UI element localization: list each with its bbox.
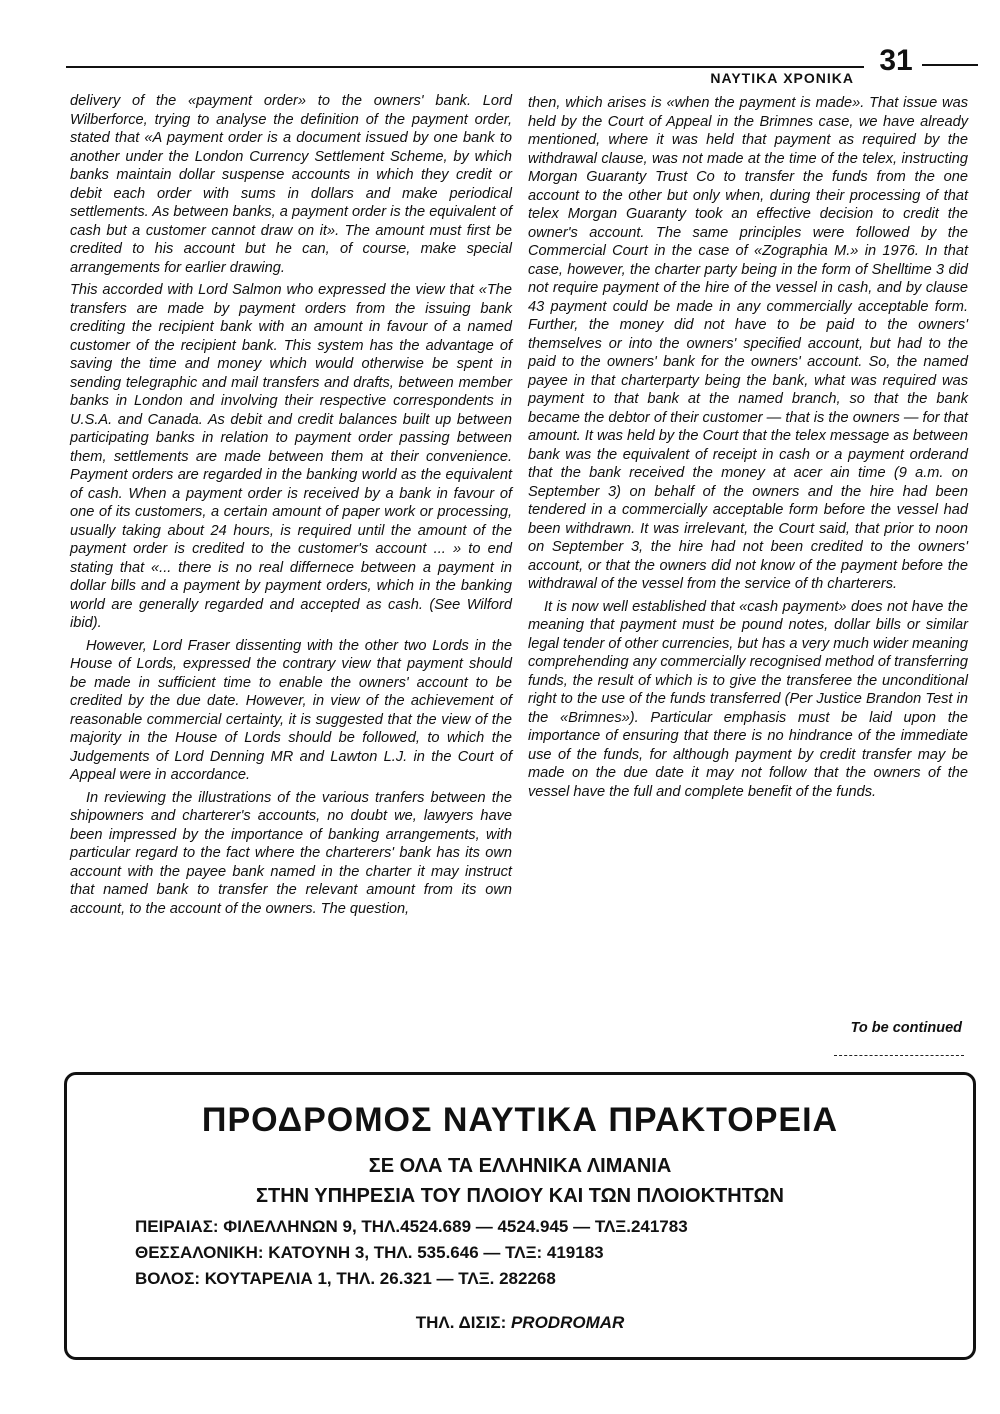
ad-address-thessaloniki: ΘΕΣΣΑΛΟΝΙΚΗ: ΚΑΤΟΥΝΗ 3, ΤΗΛ. 535.646 — ΤΛΞ: 419183 [135, 1243, 604, 1262]
to-be-continued-note: To be continued [850, 1020, 962, 1036]
article-paragraph: then, which arises is «when the payment is made». That issue was held by the Court of Appeal in the Brimnes case, we have already mentioned, where it was held that payment as required by the withdrawal clause, was not made at the time of the telex, instructing Morgan Guaranty Trust Co to transfer the funds from the one account to the other but only when, during their processing of that telex Morgan Guaranty took an effective decision to credit the owner's account. The same principles were followed by the Commercial Court in the case of «Zographia M.» in 1976. In that case, however, the charter party being in the form of Shelltime 3 did not require payment of the hire of the vessel in cash, and by clause 43 payment could be made in any commercially acceptable form. Further, the money did not have to be paid to the owners' themselves or into the owners' specified account, but had to the paid to the owners' bank for the owners' account. So, the named payee in that charterparty being the bank, what was required was payment to that bank at the named branch, so that the bank became the debtor of their customer — that is the owners — for that amount. It was held by the Court that the telex message as between bank was the equivalent of receipt in cash or a payment orderand that the bank received the money at acer ain time (9 a.m. on September 3) on behalf of the owners and the hire had been tendered in a commercially acceptable form before the vessel had been withdrawn. It was irrelevant, the Court said, that prior to noon on September 3, the hire had not been credited to the owners' account, or that the owners did not know of the payment before the withdrawal of the vessel from the service of th charterers. [528, 95, 968, 592]
ad-tagline: ΣΤΗΝ ΥΠΗΡΕΣΙΑ ΤΟΥ ΠΛΟΙΟΥ ΚΑΙ ΤΩΝ ΠΛΟΙΟΚΤΗΤΩΝ [255, 1185, 785, 1207]
ad-telegraph-address [67, 1313, 973, 1333]
article-paragraph: However, Lord Fraser dissenting with the other two Lords in the House of Lords, expressed the contrary view that payment should be made in sufficient time to enable the owners' account to be credited by the due date. However, in view of the achievement of reasonable commercial certainty, it is suggested that the view of the majority in the House of Lords should be followed, to which the Judgements of Lord Denning MR and Lawton L.J. in the Court of Appeal were in accordance. [70, 637, 512, 783]
article-paragraph: delivery of the «payment order» to the owners' bank. Lord Wilberforce, trying to analyse the definition of the payment order, stated that «A payment order is a document issued by one bank to another under the London Currency Settlement Scheme, by which banks maintain dollar suspense accounts in which they credit or debit each order with sums in dollars and make periodical settlements. As between banks, a payment order is the equivalent of cash but a customer cannot draw on it». The amount must first be credited to his account but he can, of course, make special arrangements for earlier drawing. [70, 93, 512, 276]
article-paragraph: It is now well established that «cash payment» does not have the meaning that payment must be pound notes, dollar bills or similar legal tender of other currencies, but has a very much wider meaning comprehending any commercially recognised method of transferring funds, the result of which is to give the transferee the unconditional right to the use of the funds transferred (Per Justice Brandon Test in the «Brimnes»). Particular emphasis must be laid upon the importance of ensuring that there is no hindrance of the immediate use of the funds, for although payment by credit transfer may be made on the due date it may not follow that the owners of the vessel have the full and complete benefit of the funds. [528, 598, 968, 800]
advertisement-box [64, 1072, 976, 1360]
header-rule-left [66, 66, 864, 68]
telegraph-name: PRODROMAR [510, 1313, 625, 1332]
article-left-column [70, 92, 512, 922]
ad-address-piraeus: ΠΕΙΡΑΙΑΣ: ΦΙΛΕΛΛΗΝΩΝ 9, ΤΗΛ.4524.689 — 4524.945 — ΤΛΞ.241783 [135, 1217, 688, 1236]
article-paragraph: This accorded with Lord Salmon who expressed the view that «The transfers are made by payment orders from the issuing bank crediting the recipient bank with an amount in favour of a named customer of the recipient bank. This system has the advantage of saving the time and money which would otherwise be spent in sending telegraphic and mail transfers and drafts, between member banks in London and involving their respective correspondents in U.S.A. and Canada. As debit and credit balances built up between participating banks in relation to payment order passing between them, settlements are made between them at their convenience. Payment orders are regarded in the banking world as the equivalent of cash. When a payment order is received by a bank in favour of one of its customers, a certain amount of paper work or processing, usually taking about 24 hours, is required until the amount of the payment order is credited to the customer's account ... » to end stating that «... there is no real differnece between a payment in dollar bills and a payment by payment orders, which in the banking world are generally regarded and accepted as cash. (See Wilford ibid). [70, 282, 512, 631]
header-rule-right [922, 64, 978, 66]
telegraph-label: ΤΗΛ. ΔΙΣΙΣ: [415, 1313, 507, 1332]
article-paragraph: In reviewing the illustrations of the various tranfers between the shipowners and charterer's accounts, no doubt we, lawyers have been impressed by the importance of banking arrangements, with particular regard to the fact where the charterers' bank has its own account with the payee bank named in the charter it may instruct that named bank to transfer the relevant amount from its own account, to the account of the owners. The question, [70, 789, 512, 917]
ad-tagline: ΣΕ ΟΛΑ ΤΑ ΕΛΛΗΝΙΚΑ ΛΙΜΑΝΙΑ [368, 1155, 672, 1177]
continued-rule [834, 1055, 964, 1056]
page-number: 31 [879, 44, 913, 77]
ad-address-volos: ΒΟΛΟΣ: ΚΟΥΤΑΡΕΛΙΑ 1, ΤΗΛ. 26.321 — ΤΛΞ. 282268 [135, 1269, 556, 1288]
journal-title: ΝΑΥΤΙΚΑ ΧΡΟΝΙΚΑ [710, 70, 854, 86]
ad-company-name: ΠΡΟΔΡΟΜΟΣ ΝΑΥΤΙΚΑ ΠΡΑΚΤΟΡΕΙΑ [201, 1101, 839, 1139]
article-right-column [528, 94, 968, 805]
